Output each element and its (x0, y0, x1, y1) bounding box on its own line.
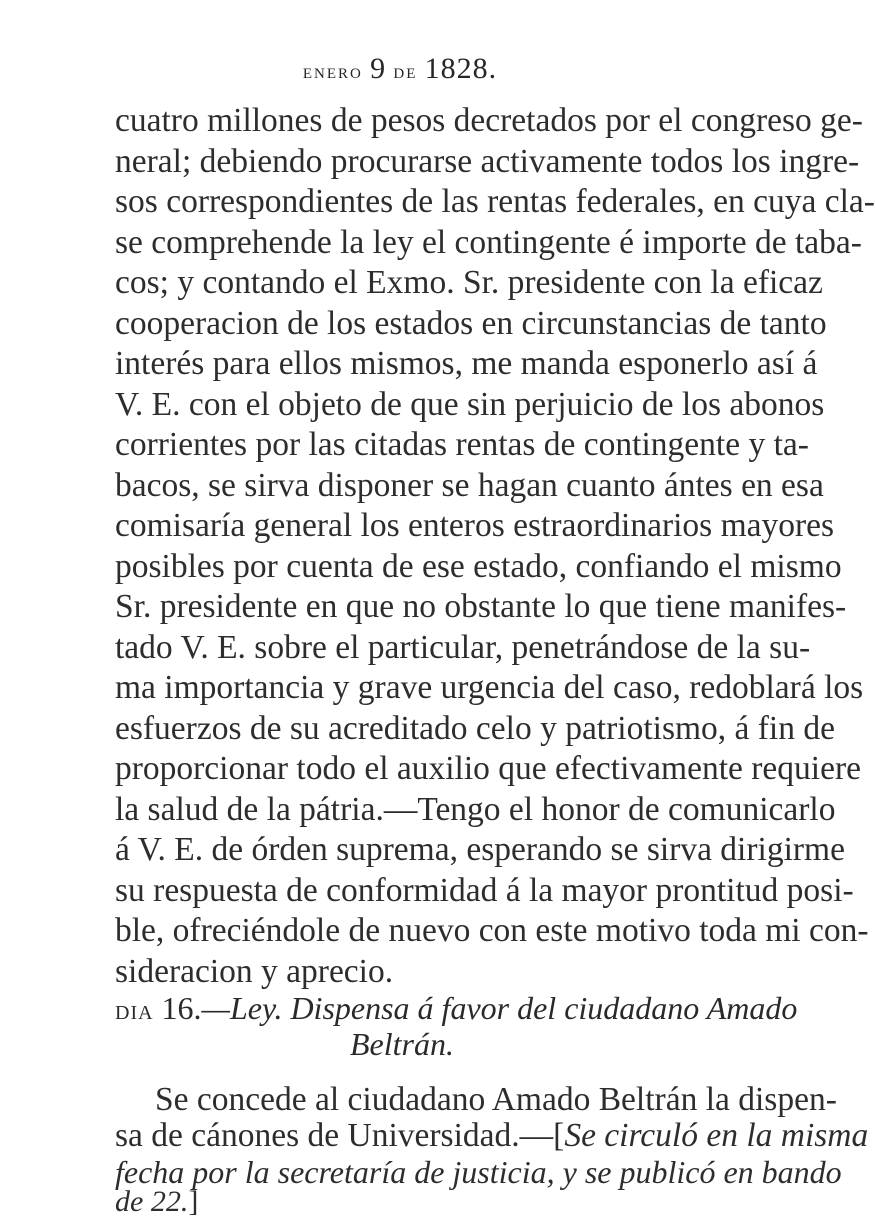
entry-title-line1: Dispensa á favor del ciudadano Amado (290, 990, 798, 1026)
paragraph-line: ble, ofreciéndole de nuevo con este motivo toda mi con- (115, 912, 869, 949)
paragraph-line: se comprehende la ley el contingente é importe de taba- (115, 223, 862, 261)
paragraph-line: cuatro millones de pesos decretados por el congreso ge- (115, 102, 863, 139)
paragraph-line: cooperacion de los estados en circunstancias de tanto (115, 304, 827, 342)
entry-type: —Ley. (201, 990, 283, 1026)
paragraph-line: proporcionar todo el auxilio que efectivamente requiere (115, 750, 861, 787)
paragraph-line: la salud de la pátria.—Tengo el honor de comunicarlo (115, 790, 836, 828)
paragraph-line: Sr. presidente en que no obstante lo que tiene manifes- (115, 588, 847, 625)
paragraph2-line4-italic: de 22. (115, 1185, 189, 1218)
paragraph-line: neral; debiendo procurarse activamente todos los ingre- (115, 142, 860, 180)
paragraph-line: sos correspondientes de las rentas federales, en cuya cla- (115, 183, 875, 220)
paragraph2-line2 (115, 1117, 869, 1154)
paragraph2-line2-roman: sa de cánones de Universidad.—[ (115, 1117, 565, 1154)
running-head-year: 1828. (424, 52, 498, 85)
entry-heading-line1 (115, 990, 797, 1029)
paragraph-line: ma importancia y grave urgencia del caso, redoblará los (115, 669, 864, 706)
entry-title-line2: Beltrán. (350, 1026, 454, 1062)
entry-day-label: dia (115, 995, 154, 1026)
paragraph-line: á V. E. de órden suprema, esperando se sirva dirigirme (115, 831, 845, 868)
paragraph-line: su respuesta de conformidad á la mayor prontitud posi- (115, 871, 854, 909)
paragraph2-line1: Se concede al ciudadano Amado Beltrán la dispen- (155, 1081, 837, 1118)
paragraph-line: interés para ellos mismos, me manda esponerlo así á (115, 345, 818, 382)
running-head-de: de (393, 58, 418, 83)
paragraph-line: corrientes por las citadas rentas de contingente y ta- (115, 426, 809, 463)
running-head-month: enero (302, 58, 363, 83)
paragraph2-line4-bracket: ] (188, 1185, 199, 1218)
paragraph2-line4 (115, 1186, 198, 1218)
paragraph-line: comisaría general los enteros estraordinarios mayores (115, 507, 835, 544)
paragraph-line: V. E. con el objeto de que sin perjuicio de los abonos (115, 385, 825, 423)
paragraph-line: sideracion y aprecio. (115, 952, 394, 990)
paragraph2-line2-italic: Se circuló en la misma (564, 1117, 869, 1154)
running-head-day: 9 (370, 52, 387, 85)
paragraph-line: tado V. E. sobre el particular, penetrándose de la su- (115, 628, 811, 666)
paragraph2-line3: fecha por la secretaría de justicia, y se publicó en bando (115, 1154, 842, 1190)
paragraph-line: bacos, se sirva disponer se hagan cuanto ántes en esa (115, 466, 824, 504)
paragraph-line: cos; y contando el Exmo. Sr. presidente con la eficaz (115, 264, 823, 301)
entry-day-number: 16. (161, 990, 202, 1026)
running-head (0, 52, 800, 86)
paragraph-line: esfuerzos de su acreditado celo y patriotismo, á fin de (115, 709, 835, 747)
paragraph-line: posibles por cuenta de ese estado, confiando el mismo (115, 547, 842, 585)
